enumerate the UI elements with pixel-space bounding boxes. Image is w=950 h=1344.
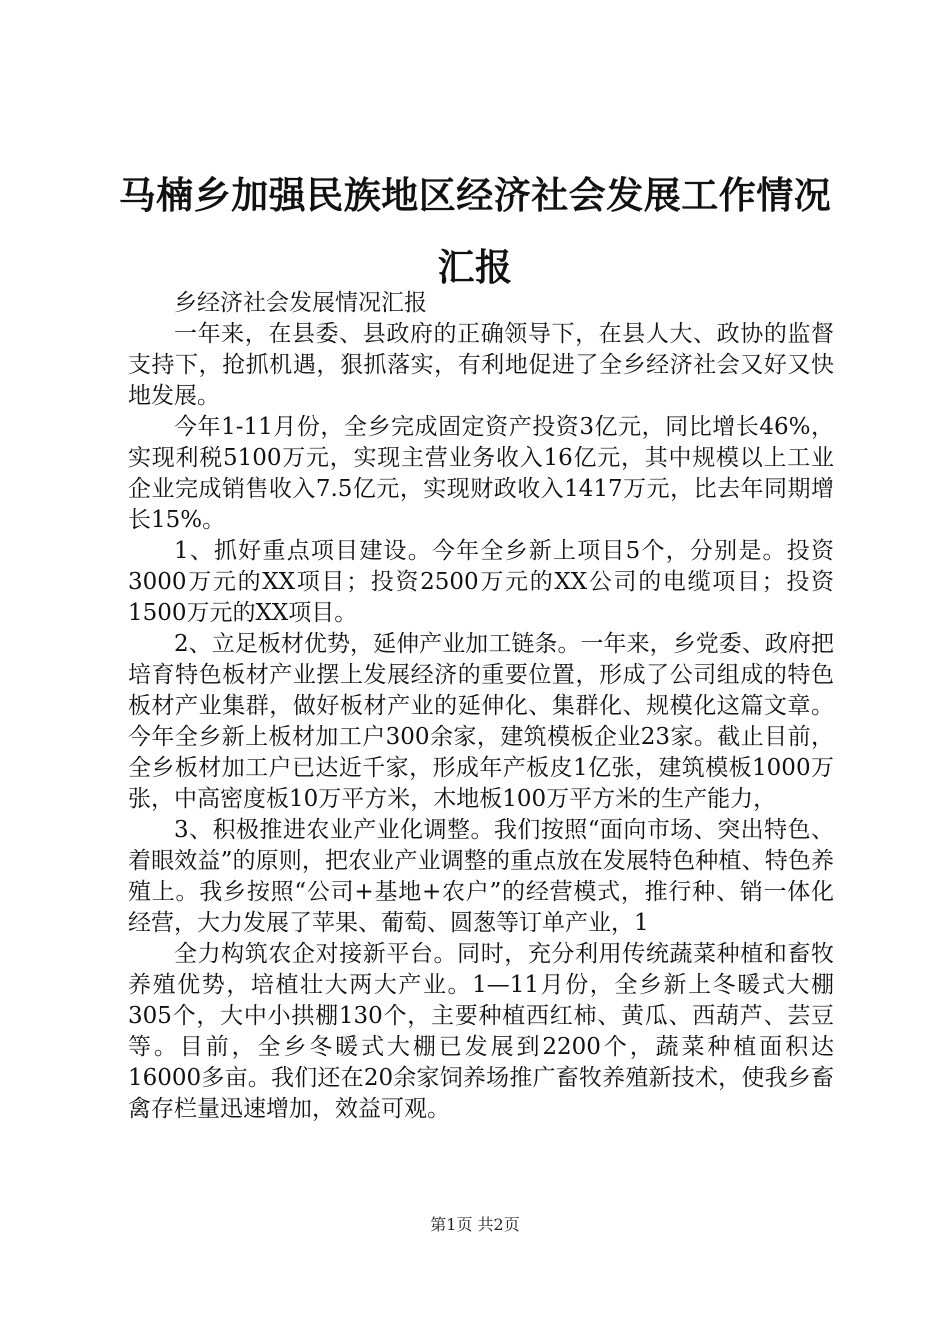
board-industry-paragraph: 2、立足板材优势，延伸产业加工链条。一年来，乡党委、政府把培育特色板材产业摆上发展经济的重要位置，形成了公司组成的特色板材产业集群，做好板材产业的延伸化、集群化、规模化这篇文章。今年全乡新上板材加工户300余家，建筑模板企业23家。截止目前，全乡板材加工户已达近千家，形成年产板皮1亿张，建筑模板1000万张，中高密度板10万平方米，木地板100万平方米的生产能力，	[128, 631, 834, 812]
statistics-paragraph: 今年1-11月份，全乡完成固定资产投资3亿元，同比增长46%，实现利税5100万元，实现主营业务收入16亿元，其中规模以上工业企业完成销售收入7.5亿元，实现财政收入1417万元，比去年同期增长15%。	[128, 414, 834, 533]
agriculture-paragraph: 3、积极推进农业产业化调整。我们按照“面向市场、突出特色、着眼效益”的原则，把农业产业调整的重点放在发展特色种植、特色养殖上。我乡按照“公司+基地+农户”的经营模式，推行种、销一体化经营，大力发展了苹果、葡萄、圆葱等订单产业，1	[128, 817, 834, 936]
key-projects-paragraph: 1、抓好重点项目建设。今年全乡新上项目5个，分别是。投资3000万元的XX项目；投资2500万元的XX公司的电缆项目；投资1500万元的XX项目。	[128, 538, 834, 626]
farm-enterprise-paragraph: 全力构筑农企对接新平台。同时，充分利用传统蔬菜种植和畜牧养殖优势，培植壮大两大产业。1—11月份，全乡新上冬暖式大棚305个，大中小拱棚130个，主要种植西红柿、黄瓜、西葫芦、芸豆等。目前，全乡冬暖式大棚已发展到2200个，蔬菜种植面积达16000多亩。我们还在20余家饲养场推广畜牧养殖新技术，使我乡畜禽存栏量迅速增加，效益可观。	[128, 941, 834, 1122]
subtitle-paragraph: 乡经济社会发展情况汇报	[174, 290, 427, 316]
document-body	[128, 288, 834, 1125]
page-number-footer: 第1页 共2页	[430, 1215, 520, 1234]
document-title: 马楠乡加强民族地区经济社会发展工作情况汇报	[118, 174, 832, 289]
intro-paragraph: 一年来，在县委、县政府的正确领导下，在县人大、政协的监督支持下，抢抓机遇，狠抓落实，有利地促进了全乡经济社会又好又快地发展。	[128, 321, 834, 409]
